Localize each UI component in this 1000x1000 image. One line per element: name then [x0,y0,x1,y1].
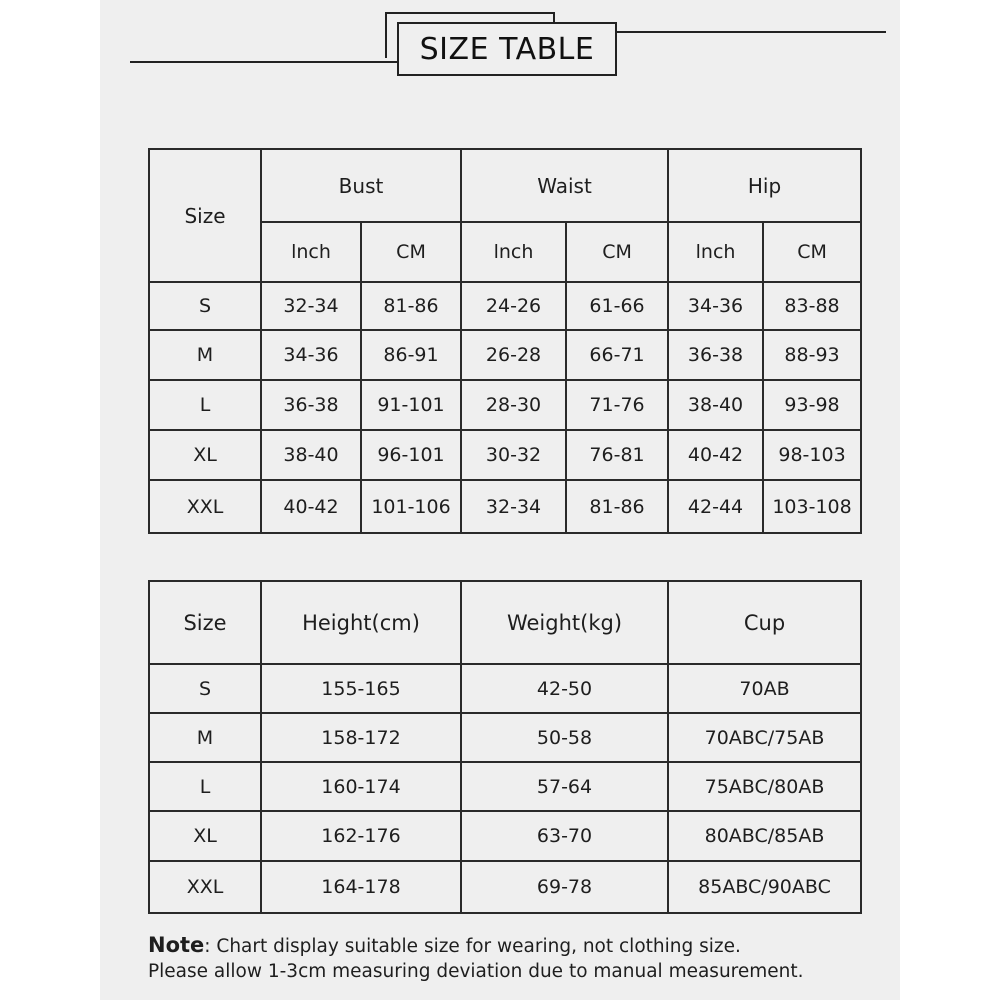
table-header-row [149,581,861,664]
table-cell: M [149,330,261,380]
bust-header: Bust [261,149,461,222]
title-frame [397,22,617,76]
note-text-1: : Chart display suitable size for wearing, not clothing size. [204,936,741,957]
hip-header: Hip [668,149,861,222]
table-cell: 160-174 [261,762,461,811]
table-row [149,861,861,913]
note-line-1 [148,933,804,959]
table-cell: M [149,713,261,762]
table-cell: L [149,380,261,430]
unit-header: CM [763,222,861,282]
title-rule-right [588,31,886,33]
table-cell: XL [149,811,261,861]
table-cell: 36-38 [261,380,361,430]
unit-header: lnch [668,222,763,282]
table-row [149,480,861,533]
table-row [149,811,861,861]
title-rule-left [130,61,398,63]
table-cell: S [149,664,261,713]
table-cell: 81-86 [361,282,461,330]
table-cell: 70AB [668,664,861,713]
table-row [149,762,861,811]
table-cell: 70ABC/75AB [668,713,861,762]
table-cell: 86-91 [361,330,461,380]
fit-table [148,580,862,914]
unit-header: CM [566,222,668,282]
waist-header: Waist [461,149,668,222]
table-cell: 57-64 [461,762,668,811]
table-cell: 36-38 [668,330,763,380]
table-cell: 103-108 [763,480,861,533]
table-cell: 91-101 [361,380,461,430]
table-cell: XXL [149,480,261,533]
height-header: Height(cm) [261,581,461,664]
table-cell: 88-93 [763,330,861,380]
note [148,933,804,984]
table-cell: 34-36 [261,330,361,380]
table-row [149,330,861,380]
size-header: Size [149,149,261,282]
table-cell: 61-66 [566,282,668,330]
table-cell: 98-103 [763,430,861,480]
unit-header: lnch [461,222,566,282]
cup-header: Cup [668,581,861,664]
table-cell: 40-42 [261,480,361,533]
table-cell: 50-58 [461,713,668,762]
unit-header: lnch [261,222,361,282]
table-cell: 42-50 [461,664,668,713]
table-cell: 32-34 [461,480,566,533]
table-cell: 93-98 [763,380,861,430]
table-cell: 26-28 [461,330,566,380]
note-label: Note [148,933,205,957]
table-cell: L [149,762,261,811]
table-cell: 162-176 [261,811,461,861]
table-cell: 81-86 [566,480,668,533]
table-cell: 80ABC/85AB [668,811,861,861]
table-cell: S [149,282,261,330]
table-cell: 76-81 [566,430,668,480]
table-cell: 42-44 [668,480,763,533]
table-row [149,380,861,430]
table-cell: 66-71 [566,330,668,380]
table-cell: 85ABC/90ABC [668,861,861,913]
note-text-2: Please allow 1-3cm measuring deviation due to manual measurement. [148,961,804,982]
table-cell: 75ABC/80AB [668,762,861,811]
table-cell: 34-36 [668,282,763,330]
table-cell: 158-172 [261,713,461,762]
table-cell: 63-70 [461,811,668,861]
table-cell: 38-40 [261,430,361,480]
table-cell: 69-78 [461,861,668,913]
table-row [149,282,861,330]
table-cell: 96-101 [361,430,461,480]
table-cell: XL [149,430,261,480]
table-cell: 101-106 [361,480,461,533]
weight-header: Weight(kg) [461,581,668,664]
page-title: SIZE TABLE [419,31,595,67]
measurement-table [148,148,862,534]
table-cell: 40-42 [668,430,763,480]
table-cell: 164-178 [261,861,461,913]
table-cell: 38-40 [668,380,763,430]
table-row [149,664,861,713]
table-cell: 28-30 [461,380,566,430]
table-row [149,430,861,480]
table-cell: 24-26 [461,282,566,330]
table-cell: 32-34 [261,282,361,330]
table-cell: 30-32 [461,430,566,480]
table-cell: XXL [149,861,261,913]
table-row [149,713,861,762]
table-cell: 83-88 [763,282,861,330]
unit-header: CM [361,222,461,282]
table-cell: 71-76 [566,380,668,430]
size-header: Size [149,581,261,664]
table-header-row [149,149,861,222]
table-cell: 155-165 [261,664,461,713]
